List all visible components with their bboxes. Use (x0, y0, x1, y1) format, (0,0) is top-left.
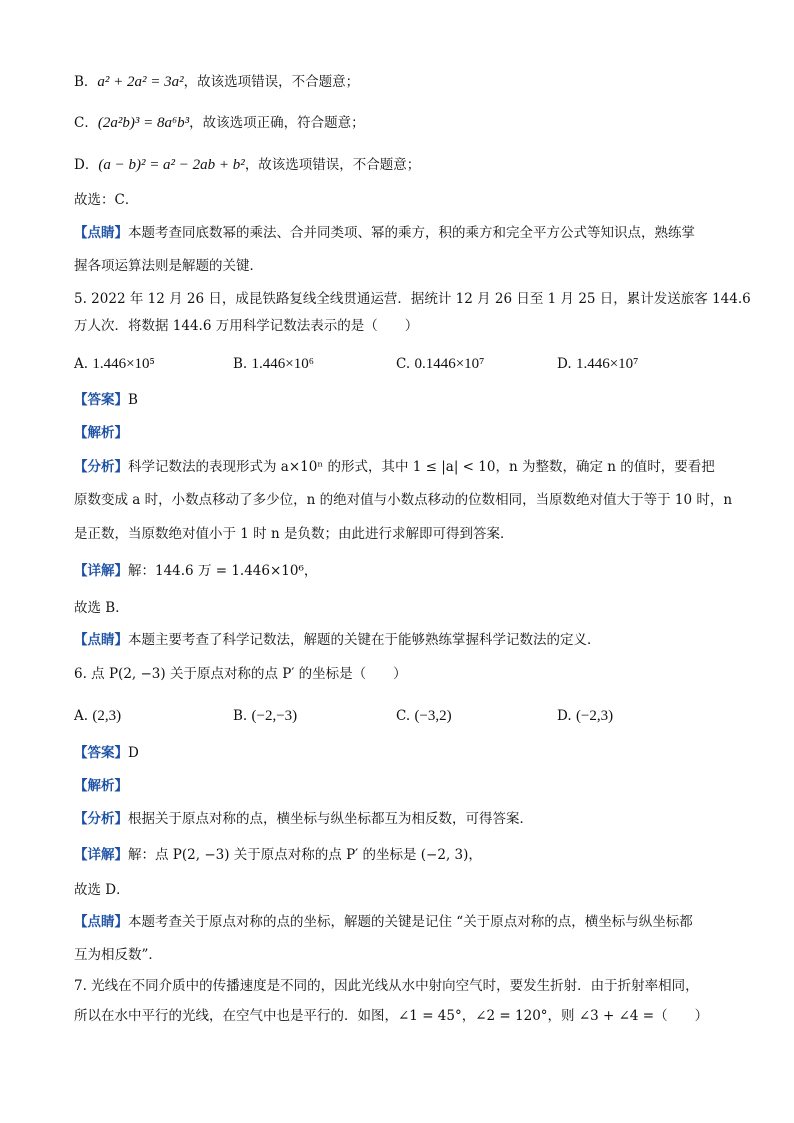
q5-option-a-label: A. (74, 356, 89, 372)
q5-stem-line2: 万人次．将数据 144.6 万用科学记数法表示的是（ ） (74, 318, 419, 334)
q6-option-c (396, 706, 452, 726)
q5-answer (74, 390, 138, 410)
q6-option-c-label: C. (396, 708, 411, 724)
q6-answer-tag: 【答案】 (74, 745, 128, 761)
q5-option-a-value: 1.446×10⁵ (92, 356, 155, 372)
q5-option-b-value: 1.446×10⁶ (251, 356, 314, 372)
option-c-math: (2a²b)³ = 8a⁶b³ (97, 115, 190, 131)
q5-xiangjie-tag: 【详解】 (74, 563, 128, 579)
q6-dianjing-line2: 互为相反数”． (74, 947, 162, 963)
prev-dianjing-line2: 握各项运算法则是解题的关键． (74, 258, 263, 274)
q5-option-d (557, 354, 638, 374)
q5-jiexi (74, 423, 128, 443)
option-b-math: a² + 2a² = 3a² (97, 74, 184, 90)
q5-option-a (74, 354, 155, 374)
q6-option-d-value: (−2,3) (575, 708, 614, 724)
q5-fenxi-tag: 【分析】 (74, 459, 128, 475)
q5-option-c-label: C. (396, 356, 411, 372)
q6-option-c-value: (−3,2) (414, 708, 452, 724)
q6-answer-value: D (128, 745, 139, 761)
q6-answer (74, 743, 139, 763)
q5-answer-tag: 【答案】 (74, 392, 128, 408)
q5-dianjing-text: 本题主要考查了科学记数法，解题的关键在于能够熟练掌握科学记数法的定义． (128, 632, 601, 648)
option-d-label: D． (74, 157, 99, 173)
q6-xiangjie-tag: 【详解】 (74, 847, 128, 863)
option-b-label: B． (74, 74, 98, 90)
q7-stem-line2: 所以在水中平行的光线，在空气中也是平行的．如图，∠1 = 45°，∠2 = 120°，则 ∠3 + ∠4 =（ ） (74, 1008, 709, 1024)
q5-option-b-label: B. (233, 356, 248, 372)
q5-fenxi-text1: 科学记数法的表现形式为 a×10ⁿ 的形式，其中 1 ≤ |a| < 10，n 为整数，确定 n 的值时，要看把 (128, 459, 715, 475)
q6-option-d (557, 706, 613, 726)
q5-option-c-value: 0.1446×10⁷ (414, 356, 485, 372)
q5-dianjing (74, 630, 601, 650)
q5-option-d-value: 1.446×10⁷ (575, 356, 639, 372)
q6-stem: 6. 点 P(2, −3) 关于原点对称的点 P′ 的坐标是（ ） (74, 666, 407, 682)
q6-fenxi-text: 根据关于原点对称的点，横坐标与纵坐标都互为相反数，可得答案． (128, 811, 533, 827)
option-d-text: ，故该选项错误，不合题意； (244, 157, 421, 173)
q5-option-c (396, 354, 484, 374)
q6-dianjing-tag: 【点睛】 (74, 914, 128, 930)
option-d-line (74, 155, 420, 175)
option-c-line (74, 113, 365, 133)
q5-stem-line1: 5. 2022 年 12 月 26 日，成昆铁路复线全线贯通运营．据统计 12 月 26 日至 1 月 25 日，累计发送旅客 144.6 (74, 291, 751, 307)
q5-fenxi-line1 (74, 457, 715, 477)
prev-dianjing-text1: 本题考查同底数幂的乘法、合并同类项、幂的乘方，积的乘方和完全平方公式等知识点，熟练掌 (128, 225, 695, 241)
q5-option-d-label: D. (557, 356, 572, 372)
q6-option-b (233, 706, 297, 726)
q6-xiangjie (74, 845, 482, 865)
q6-xiangjie-text: 解：点 P(2, −3) 关于原点对称的点 P′ 的坐标是 (−2, 3)， (128, 847, 482, 863)
q6-option-a-label: A. (74, 708, 89, 724)
q6-dianjing-line1 (74, 912, 693, 932)
q6-fenxi-tag: 【分析】 (74, 811, 128, 827)
q5-xiangjie-text: 解：144.6 万 = 1.446×10⁶， (128, 563, 318, 579)
q6-jiexi (74, 776, 128, 796)
q5-fenxi-line3: 是正数，当原数绝对值小于 1 时 n 是负数；由此进行求解即可得到答案． (74, 526, 514, 542)
q6-dianjing-text1: 本题考查关于原点对称的点的坐标，解题的关键是记住 “关于原点对称的点，横坐标与纵坐标都 (128, 914, 693, 930)
q5-choice: 故选 B． (74, 600, 129, 616)
option-b-line (74, 72, 359, 92)
q7-stem-line1: 7. 光线在不同介质中的传播速度是不同的，因此光线从水中射向空气时，要发生折射．由于折射率相同， (74, 978, 699, 994)
prev-dianjing-line1 (74, 223, 695, 243)
option-c-label: C． (74, 115, 98, 131)
option-d-math: (a − b)² = a² − 2ab + b² (98, 157, 245, 173)
q6-jiexi-tag: 【解析】 (74, 778, 128, 794)
q6-option-a (74, 706, 121, 726)
option-b-text: ，故该选项错误，不合题意； (183, 74, 360, 90)
q5-dianjing-tag: 【点睛】 (74, 632, 128, 648)
q6-option-b-label: B. (233, 708, 248, 724)
prev-choice: 故选：C． (74, 192, 139, 208)
q6-option-d-label: D. (557, 708, 572, 724)
q5-option-b (233, 354, 314, 374)
q5-fenxi-line2: 原数变成 a 时，小数点移动了多少位，n 的绝对值与小数点移动的位数相同，当原数绝对值大于等于 10 时，n (74, 492, 733, 508)
option-c-text: ，故该选项正确，符合题意； (189, 115, 365, 131)
prev-dianjing-tag: 【点睛】 (74, 225, 128, 241)
q5-xiangjie (74, 561, 317, 581)
q6-option-b-value: (−2,−3) (251, 708, 298, 724)
q5-jiexi-tag: 【解析】 (74, 425, 128, 441)
q5-answer-value: B (128, 392, 138, 408)
q6-fenxi (74, 809, 533, 829)
q6-option-a-value: (2,3) (92, 708, 122, 724)
q6-choice: 故选 D． (74, 882, 130, 898)
